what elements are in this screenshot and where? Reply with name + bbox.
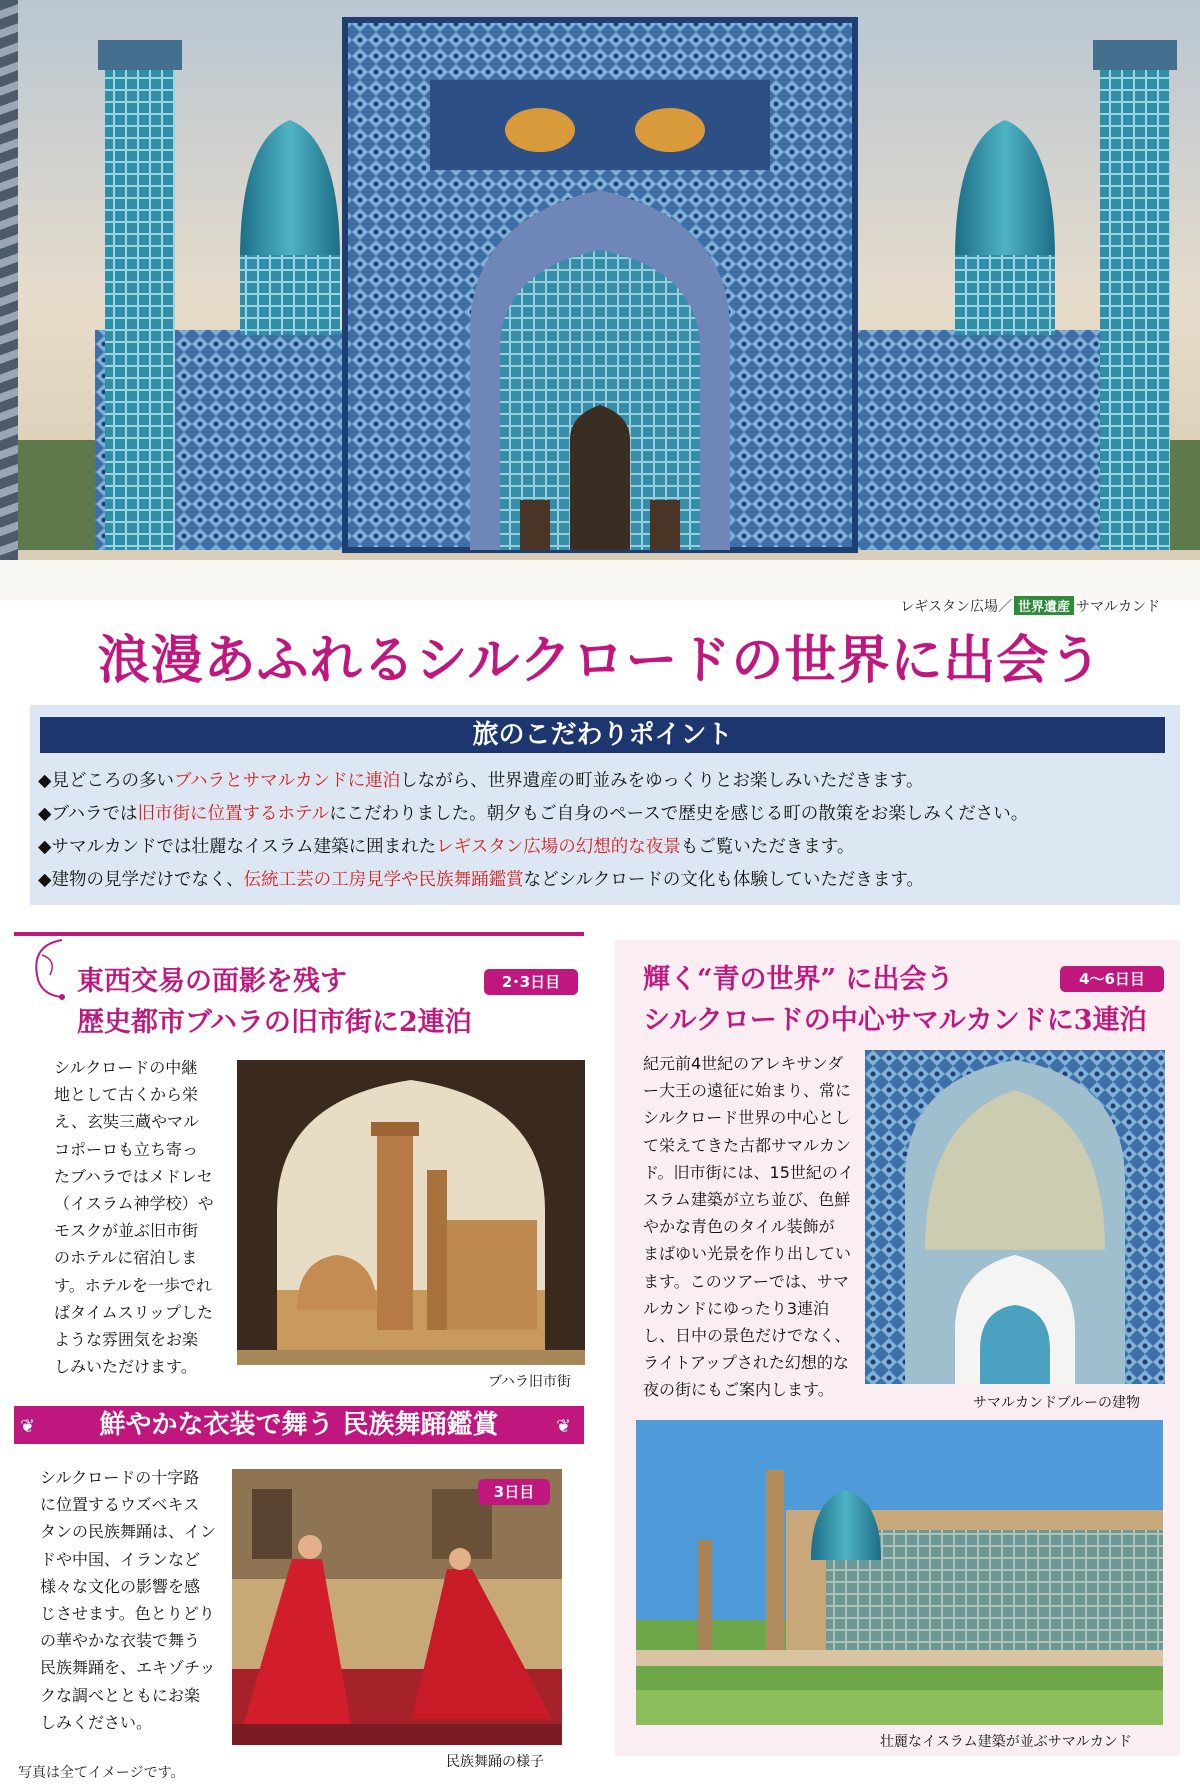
point-text: ◆建物の見学だけでなく、 [38, 870, 244, 890]
bukhara-body-text: シルクロードの中継 地として古くから栄 え、玄奘三蔵やマル コポーロも立ち寄っ たブハラではメドレセ （イスラム神学校）や モスクが並ぶ旧市街 のホテルに宿泊しま す。ホテルを一歩でれ ばタイムスリップした ような雰囲気をお楽 しみいただけます。 [54, 1058, 214, 1377]
day-badge-4-6: 4〜6日目 [1060, 966, 1164, 992]
point-highlight: 伝統工芸の工房見学や民族舞踊鑑賞 [243, 870, 524, 890]
dance-photo-caption: 民族舞踊の様子 [446, 1754, 544, 1770]
hero-caption-place: レギスタン広場／ [900, 599, 1012, 615]
tour-points-box [30, 705, 1180, 905]
hero-photo-registan [0, 0, 1200, 600]
day-badge-3: 3日目 [478, 1479, 550, 1505]
hero-caption [900, 596, 1160, 616]
point-text: しながら、世界遺産の町並みをゆっくりとお楽しみいただきます。 [400, 771, 924, 791]
day-badge-2-3: 2･3日目 [484, 969, 578, 995]
samarkand-title-line2: シルクロードの中心サマルカンドに3連泊 [643, 1005, 1147, 1036]
point-highlight: 旧市街に位置するホテル [137, 804, 330, 824]
dance-title: 鮮やかな衣装で舞う 民族舞踊鑑賞 [99, 1410, 499, 1440]
section-rule [14, 932, 584, 936]
point-highlight: ブハラとサマルカンドに連泊 [173, 771, 401, 791]
ornament-right-icon: ❦ [556, 1416, 572, 1437]
footer-note: 写真は全てイメージです。 [18, 1765, 185, 1781]
point-text: ◆見どころの多い [38, 771, 174, 791]
points-header: 旅のこだわりポイント [40, 717, 1165, 753]
point-line [38, 800, 1168, 825]
bukhara-title-line1: 東西交易の面影を残す [77, 966, 347, 997]
point-line [38, 866, 1168, 891]
rope-decoration [0, 0, 18, 560]
bukhara-photo-caption: ブハラ旧市街 [488, 1374, 571, 1390]
point-line [38, 833, 1168, 858]
point-text: ◆ブハラでは [38, 804, 138, 824]
point-text: もご覧いただきます。 [680, 837, 855, 857]
dance-photo [232, 1469, 562, 1745]
samarkand-arch-caption: 壮麗なイスラム建築が並ぶサマルカンド [880, 1734, 1132, 1750]
samarkand-blue-photo [865, 1050, 1165, 1384]
dance-body-text: シルクロードの十字路 に位置するウズベキス タンの民族舞踊は、イン ドや中国、イランなど 様々な文化の影響を感 じさせます。色とりどり の華やかな衣装で舞う 民族舞踊を、エキゾチッ クな調べとともにお楽 しみください。 [40, 1468, 217, 1732]
samarkand-blue-caption: サマルカンドブルーの建物 [973, 1395, 1141, 1411]
main-title: 浪漫あふれるシルクロードの世界に出会う [97, 630, 1103, 691]
bukhara-title-line2: 歴史都市ブハラの旧市街に2連泊 [77, 1007, 472, 1038]
point-highlight: レギスタン広場の幻想的な夜景 [436, 837, 681, 857]
samarkand-arch-photo [636, 1420, 1163, 1725]
point-text: にこだわりました。朝夕もご自身のペースで歴史を感じる町の散策をお楽しみください。 [329, 804, 1029, 824]
point-line [38, 767, 1168, 792]
point-text: などシルクロードの文化も体験していただきます。 [523, 870, 924, 890]
flourish-icon [22, 935, 72, 1005]
world-heritage-badge: 世界遺産 [1014, 596, 1074, 615]
point-text: ◆サマルカンドでは壮麗なイスラム建築に囲まれた [38, 837, 437, 857]
samarkand-title-line1: 輝く“青の世界” に出会う [643, 964, 954, 995]
ornament-left-icon: ❦ [20, 1416, 36, 1437]
samarkand-body-text: 紀元前4世紀のアレキサンダ ー大王の遠征に始まり、常に シルクロード世界の中心とし て栄えてきた古都サマルカン ド。旧市街には、15世紀のイ スラム建築が立ち並び、色鮮 やかな青色のタイル装飾が まばゆい光景を作り出してい ます。このツアーでは、サマ ルカンドにゆったり3連泊 し、日中の景色だけでなく、 ライトアップされた幻想的な 夜の街にもご案内します。 [643, 1054, 854, 1400]
hero-caption-city: サマルカンド [1076, 599, 1160, 615]
bukhara-photo [237, 1060, 585, 1365]
